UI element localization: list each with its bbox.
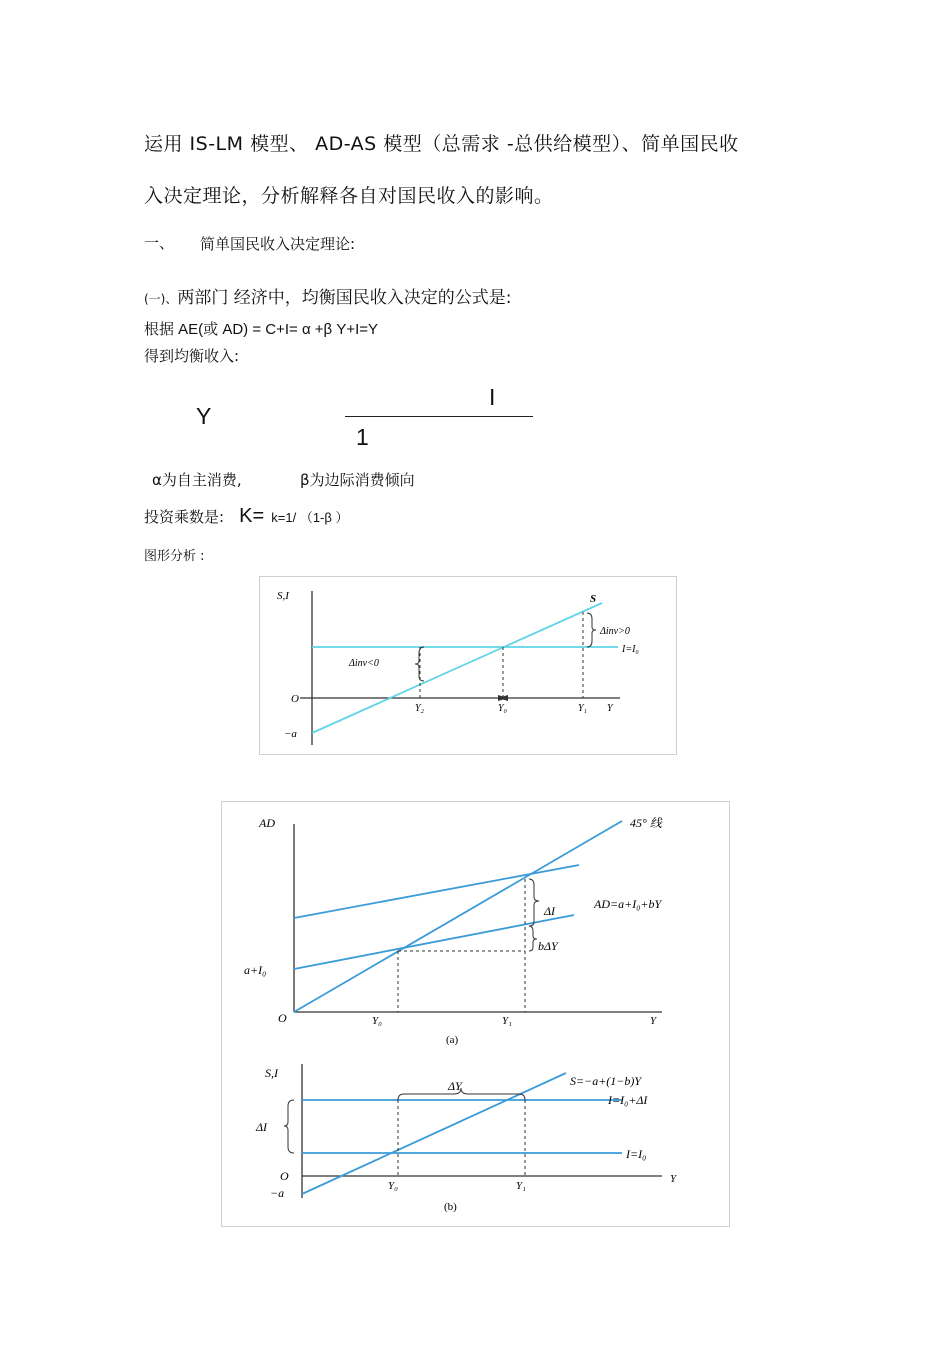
formula-line: 根据 AE(或 AD) = C+I= α +β Y+I=Y [144, 321, 379, 338]
fig2a-delta-i-brace [529, 879, 539, 926]
fraction-bar [345, 416, 533, 417]
fig2a-b-delta-y-label: bΔY [538, 939, 558, 953]
graph-analysis-label: 图形分析 : [144, 549, 205, 564]
fig1-inv-pos-label: Δinv>0 [600, 626, 630, 637]
fig1-neg-a: −a [284, 728, 297, 740]
fig1-i-label: I=I₀ [622, 644, 639, 655]
alpha-definition: α为自主消费, [152, 471, 242, 489]
fig2b-origin: O [280, 1169, 289, 1183]
beta-definition: β为边际消费倾向 [300, 471, 415, 489]
subsection-prefix: (一)、 [144, 292, 178, 306]
fig2b-i0-label: I=I₀ [626, 1147, 647, 1161]
figure-1-svg [260, 577, 676, 754]
multiplier-formula: k=1/ （1-β ） [271, 510, 349, 525]
fig2b-s-label: S=−a+(1−b)Y [570, 1074, 642, 1088]
fig1-tick-y2: Y₂ [415, 703, 425, 714]
fig2b-x-axis-label: Y [670, 1173, 677, 1185]
fraction-denominator: 1 [356, 424, 369, 450]
section-title: 简单国民收入决定理论: [200, 235, 356, 253]
subsection-title: 两部门 经济中，均衡国民收入决定的公式是: [177, 288, 512, 308]
fig2a-ad-upper-line [294, 865, 579, 918]
fig2b-delta-y-label: ΔY [448, 1079, 462, 1093]
fig2a-y-axis-label: AD [259, 816, 275, 830]
heading-line-2: 入决定理论，分析解释各自对国民收入的影响。 [144, 185, 554, 207]
subsection-heading [144, 283, 512, 308]
fig2b-i1-label: I=I₀+ΔI [608, 1093, 648, 1107]
multiplier-label: 投资乘数是: [144, 508, 225, 526]
figure-saving-investment [259, 576, 677, 755]
fig2a-x-axis-label: Y [650, 1015, 657, 1027]
fig2b-tick-y0: Y₀ [388, 1180, 398, 1192]
heading-line-1: 运用 IS-LM 模型、 AD-AS 模型（总需求 -总供给模型）、简单国民收 [144, 133, 739, 155]
fig2a-45-label: 45° 线 [630, 816, 662, 830]
fig2a-tick-y1: Y₁ [502, 1015, 512, 1027]
fig2a-intercept-label: a+I₀ [244, 963, 267, 977]
fig2a-ad-lower-line [294, 915, 574, 969]
fig1-tick-y0: Y₀ [498, 703, 508, 714]
fig2b-delta-i-brace [284, 1100, 294, 1153]
fig1-origin: O [291, 693, 299, 705]
fig1-brace-positive [587, 613, 596, 647]
fig2a-45-degree-line [294, 821, 622, 1012]
fig1-inv-neg-label: Δinv<0 [349, 658, 379, 669]
fig1-y-axis-label: S,I [277, 590, 289, 602]
fig1-tick-y1: Y₁ [578, 703, 588, 714]
fig2a-b-delta-y-brace [529, 926, 537, 951]
fig2b-y-axis-label: S,I [265, 1066, 278, 1080]
multiplier-line [144, 505, 348, 528]
fraction-lhs: Y [196, 403, 212, 429]
fig1-brace-negative [415, 647, 424, 681]
figure-2-svg [222, 802, 729, 1226]
fraction-numerator: I [489, 384, 496, 410]
fig2a-tick-y0: Y₀ [372, 1015, 382, 1027]
fig2a-ad-label: AD=a+I₀+bY [594, 897, 662, 911]
fig2b-delta-i-label: ΔI [256, 1120, 268, 1134]
multiplier-k: K= [239, 505, 265, 527]
section-number: 一、 [144, 234, 175, 252]
fig1-x-axis-label: Y [607, 703, 613, 714]
fig2a-caption: (a) [446, 1034, 459, 1046]
fig2b-tick-y1: Y₁ [516, 1180, 526, 1192]
fig2a-origin: O [278, 1011, 287, 1025]
fig2b-caption: (b) [444, 1201, 457, 1213]
figure-multiplier [221, 801, 730, 1227]
fig1-s-label: S [590, 593, 597, 605]
fig2a-delta-i-label: ΔI [544, 904, 556, 918]
fig2b-neg-a: −a [270, 1186, 285, 1200]
equilibrium-label: 得到均衡收入: [144, 347, 240, 365]
